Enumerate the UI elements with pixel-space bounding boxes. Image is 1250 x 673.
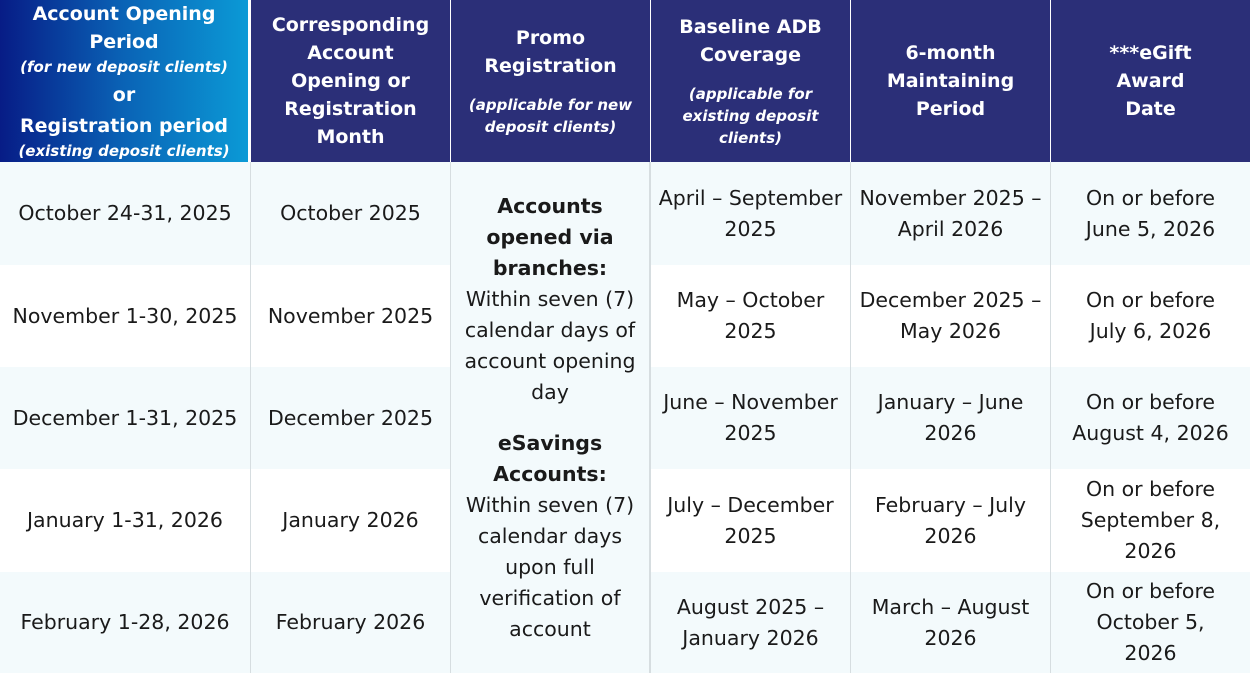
cell-maintain: November 2025 – April 2026	[850, 162, 1050, 265]
header-baseline-adb	[651, 0, 850, 162]
cell-period: November 1-30, 2025	[12, 303, 238, 328]
cell-adb: July – December 2025	[650, 469, 850, 572]
cell-period: February 1-28, 2026	[20, 610, 230, 634]
cell-month: October 2025	[250, 162, 450, 265]
header-egift-award-date	[1051, 0, 1250, 162]
cell-period: December 1-31, 2025	[12, 405, 238, 430]
cell-award: On or before August 4, 2026	[1050, 367, 1250, 469]
header-promo-registration	[451, 0, 650, 162]
header-subtext: (for new deposit clients)	[20, 58, 228, 76]
header-text: Baseline ADB Coverage	[679, 16, 822, 66]
cell-maintain: March – August 2026	[850, 572, 1050, 673]
cell-adb: June – November 2025	[650, 367, 850, 469]
header-text: Registration period	[19, 115, 229, 137]
cell-month: February 2026	[250, 572, 450, 673]
cell-award: On or before July 6, 2026	[1050, 265, 1250, 367]
header-text: 6-month Maintaining Period	[886, 42, 1015, 120]
header-month	[251, 0, 450, 162]
header-text: Promo Registration	[484, 27, 617, 77]
header-subtext: (applicable for existing deposit clients)	[682, 85, 819, 147]
cell-month: January 2026	[250, 469, 450, 572]
branch-text: Within seven (7) calendar days of account opening day	[464, 286, 636, 404]
header-maintaining-period	[851, 0, 1050, 162]
header-text: Account Opening Period	[32, 3, 216, 53]
promo-registration-cell	[450, 162, 650, 673]
esavings-text: Within seven (7) calendar days upon full verification of account	[465, 492, 635, 641]
cell-month: December 2025	[250, 367, 450, 469]
cell-award: On or before October 5, 2026	[1050, 572, 1250, 673]
esavings-title: eSavings Accounts:	[493, 430, 607, 486]
cell-award: On or before September 8, 2026	[1050, 469, 1250, 572]
header-account-opening-period	[0, 0, 248, 162]
cell-adb: August 2025 – January 2026	[650, 572, 850, 673]
header-text: or	[112, 84, 136, 106]
header-subtext: (applicable for new deposit clients)	[468, 96, 633, 136]
cell-maintain: January – June 2026	[850, 367, 1050, 469]
cell-maintain: February – July 2026	[850, 469, 1050, 572]
cell-adb: May – October 2025	[650, 265, 850, 367]
cell-period: October 24-31, 2025	[18, 201, 232, 225]
branch-title: Accounts opened via branches:	[486, 193, 614, 280]
cell-adb: April – September 2025	[650, 162, 850, 265]
cell-award: On or before June 5, 2026	[1050, 162, 1250, 265]
header-subtext: (existing deposit clients)	[18, 142, 230, 160]
cell-maintain: December 2025 – May 2026	[850, 265, 1050, 367]
header-text: ***eGift Award Date	[1109, 42, 1192, 120]
cell-period: January 1-31, 2026	[27, 508, 223, 532]
header-text: Corresponding Account Opening or Registration Month	[271, 14, 430, 148]
cell-month: November 2025	[250, 265, 450, 367]
